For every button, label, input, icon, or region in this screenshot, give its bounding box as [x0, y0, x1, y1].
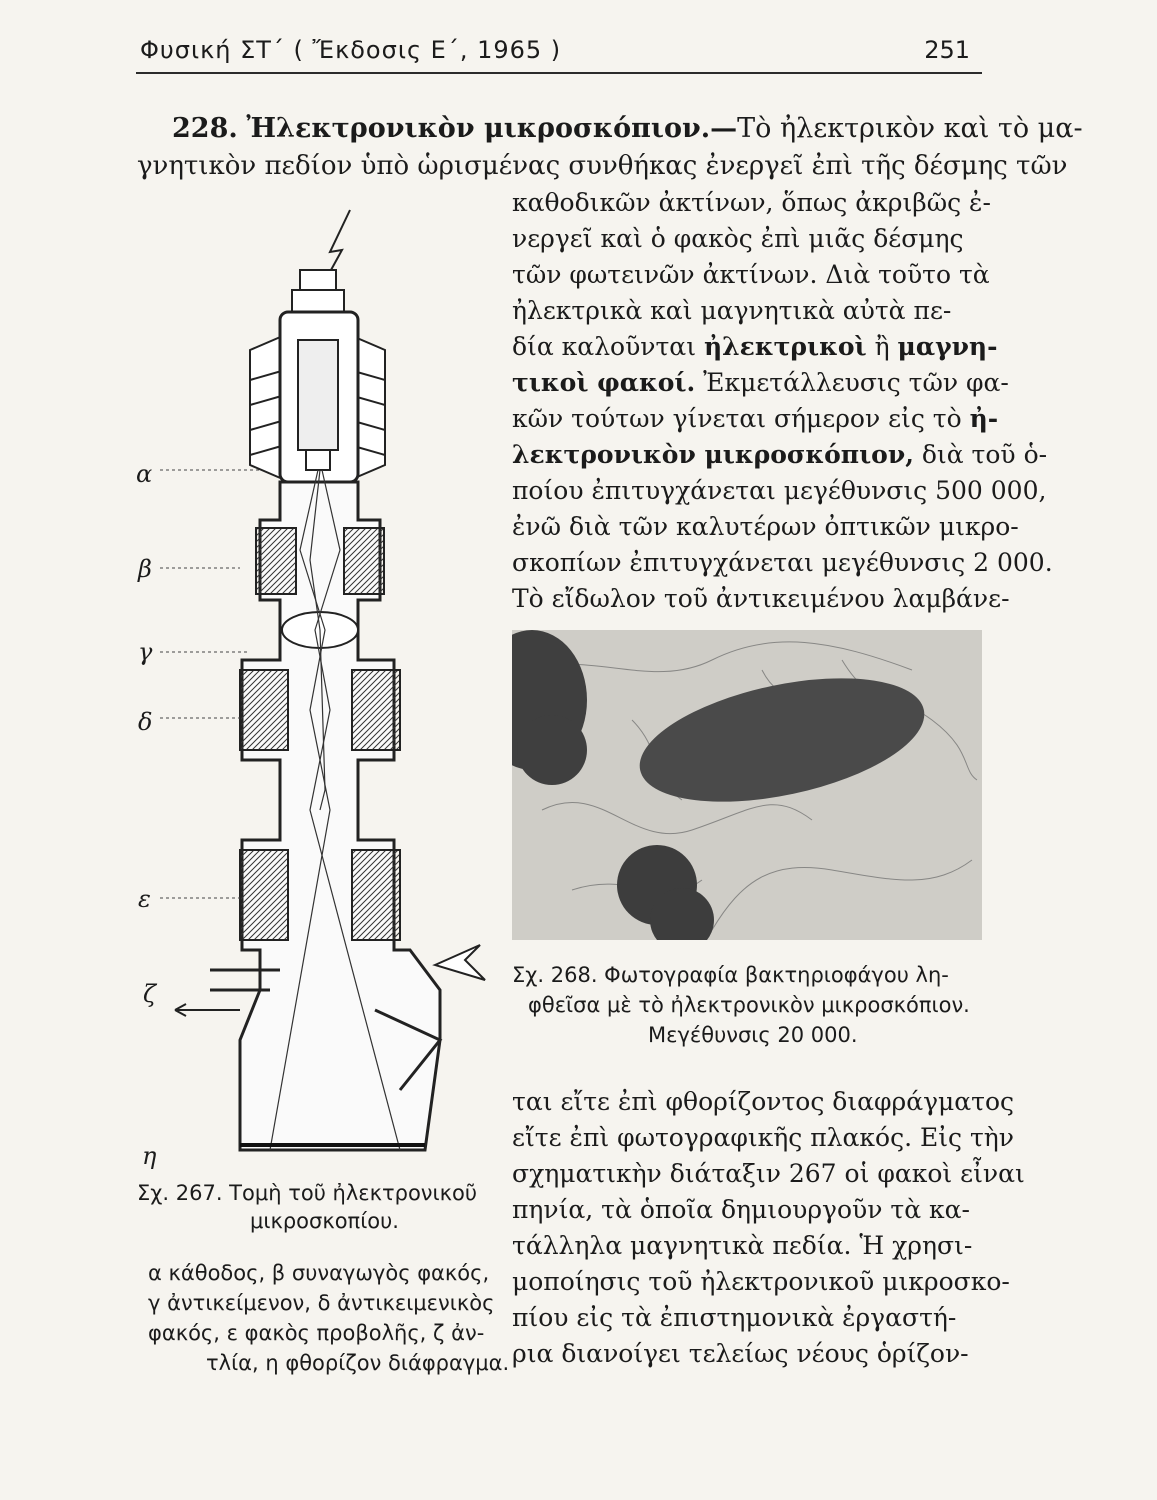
fig267-caption-line: μικροσκοπίου.: [250, 1209, 399, 1233]
body-line: τάλληλα μαγνητικὰ πεδία. Ἡ χρησι-: [512, 1231, 973, 1260]
body-line: ἠλεκτρικὰ καὶ μαγνητικὰ αὐτὰ πε-: [512, 296, 952, 325]
fig267-legend-line: τλία, η φθορίζον διάφραγμα.: [206, 1351, 510, 1375]
body-text: ἢ: [874, 332, 890, 361]
body-line: εἴτε ἐπὶ φωτογραφικῆς πλακός. Εἰς τὴν: [512, 1123, 1014, 1152]
section-heading-line: [172, 112, 1083, 146]
body-line: καθοδικῶν ἀκτίνων, ὅπως ἀκριβῶς ἐ-: [512, 188, 991, 217]
body-line: τῶν φωτεινῶν ἀκτίνων. Διὰ τοῦτο τὰ: [512, 260, 990, 289]
body-line: ρια διανοίγει τελείως νέους ὁρίζον-: [512, 1339, 969, 1368]
term-magnetic-lenses-end: τικοὶ φακοί.: [512, 368, 696, 397]
body-line: ται εἴτε ἐπὶ φθορίζοντος διαφράγματος: [512, 1087, 1015, 1116]
body-line: [512, 402, 998, 436]
body-line: [512, 366, 1009, 400]
body-line: πίου εἰς τὰ ἐπιστημονικὰ ἐργαστή-: [512, 1303, 957, 1332]
body-text: κῶν τούτων γίνεται σήμερον εἰς τὸ: [512, 404, 962, 433]
term-electron-microscope: λεκτρονικὸν μικροσκόπιον,: [512, 440, 914, 469]
eye-icon: [435, 945, 485, 980]
bacteriophage-micrograph: [512, 630, 982, 940]
label-delta: δ: [138, 708, 153, 736]
term-electric-lenses: ἠλεκτρικοὶ: [703, 332, 867, 361]
body-line: μοποίησις τοῦ ἠλεκτρονικοῦ μικροσκο-: [512, 1267, 1010, 1296]
label-beta: β: [138, 555, 152, 583]
fig267-caption-line: Σχ. 267. Τομὴ τοῦ ἠλεκτρονικοῦ: [137, 1181, 478, 1205]
body-text: διὰ τοῦ ὁ-: [921, 440, 1048, 469]
section-number: 228.: [172, 113, 238, 144]
term-electron-microscope-start: ἠ-: [969, 404, 999, 433]
section-title: Ἠλεκτρονικὸν μικροσκόπιον.—: [246, 113, 738, 144]
header-rule: [136, 72, 982, 74]
label-eta: η: [142, 1142, 157, 1170]
body-line: νεργεῖ καὶ ὁ φακὸς ἐπὶ μιᾶς δέσμης: [512, 224, 964, 253]
body-text: δία καλοῦνται: [512, 332, 696, 361]
fig268-caption-line: Σχ. 268. Φωτογραφία βακτηριοφάγου λη-: [512, 963, 949, 987]
body-line: ἐνῶ διὰ τῶν καλυτέρων ὀπτικῶν μικρο-: [512, 512, 1019, 541]
body-line-0: Τὸ ἠλεκτρικὸν καὶ τὸ μα-: [737, 113, 1083, 144]
body-line: [512, 438, 1047, 472]
label-gamma: γ: [138, 638, 153, 666]
body-line: σκοπίων ἐπιτυγχάνεται μεγέθυνσις 2 000.: [512, 548, 1053, 577]
body-line: [512, 330, 998, 364]
running-header: [140, 36, 980, 76]
label-leaders: [150, 460, 270, 910]
body-line: Τὸ εἴδωλον τοῦ ἀντικειμένου λαμβάνε-: [512, 584, 1010, 613]
fig267-legend-line: γ ἀντικείμενον, δ ἀντικειμενικὸς: [148, 1291, 495, 1315]
label-epsilon: ε: [138, 885, 151, 913]
running-title: Φυσική ΣΤ΄ ( Ἔκδοσις Ε΄, 1965 ): [140, 36, 562, 64]
body-line: πηνία, τὰ ὁποῖα δημιουργοῦν τὰ κα-: [512, 1195, 970, 1224]
body-line: ποίου ἐπιτυγχάνεται μεγέθυνσις 500 000,: [512, 476, 1047, 505]
label-alpha: α: [136, 460, 153, 488]
micrograph-image: [512, 630, 982, 940]
body-line: σχηματικὴν διάταξιν 267 οἱ φακοὶ εἶναι: [512, 1159, 1025, 1188]
fig268-caption-line: Μεγέθυνσις 20 000.: [648, 1023, 858, 1047]
label-zeta: ζ: [143, 980, 157, 1008]
fig267-legend-line: α κάθοδος, β συναγωγὸς φακός,: [148, 1261, 490, 1285]
fig268-caption-line: φθεῖσα μὲ τὸ ἠλεκτρονικὸν μικροσκόπιον.: [528, 993, 970, 1017]
term-magnetic-lenses: μαγνη-: [897, 332, 998, 361]
body-text: Ἐκμετάλλευσις τῶν φα-: [703, 368, 1009, 397]
body-line: γνητικὸν πεδίον ὑπὸ ὡρισμένας συνθήκας ἐνεργεῖ ἐπὶ τῆς δέσμης τῶν: [137, 151, 1068, 181]
page-number: 251: [924, 36, 970, 64]
fig267-legend-line: φακός, ε φακὸς προβολῆς, ζ ἀν-: [148, 1321, 485, 1345]
